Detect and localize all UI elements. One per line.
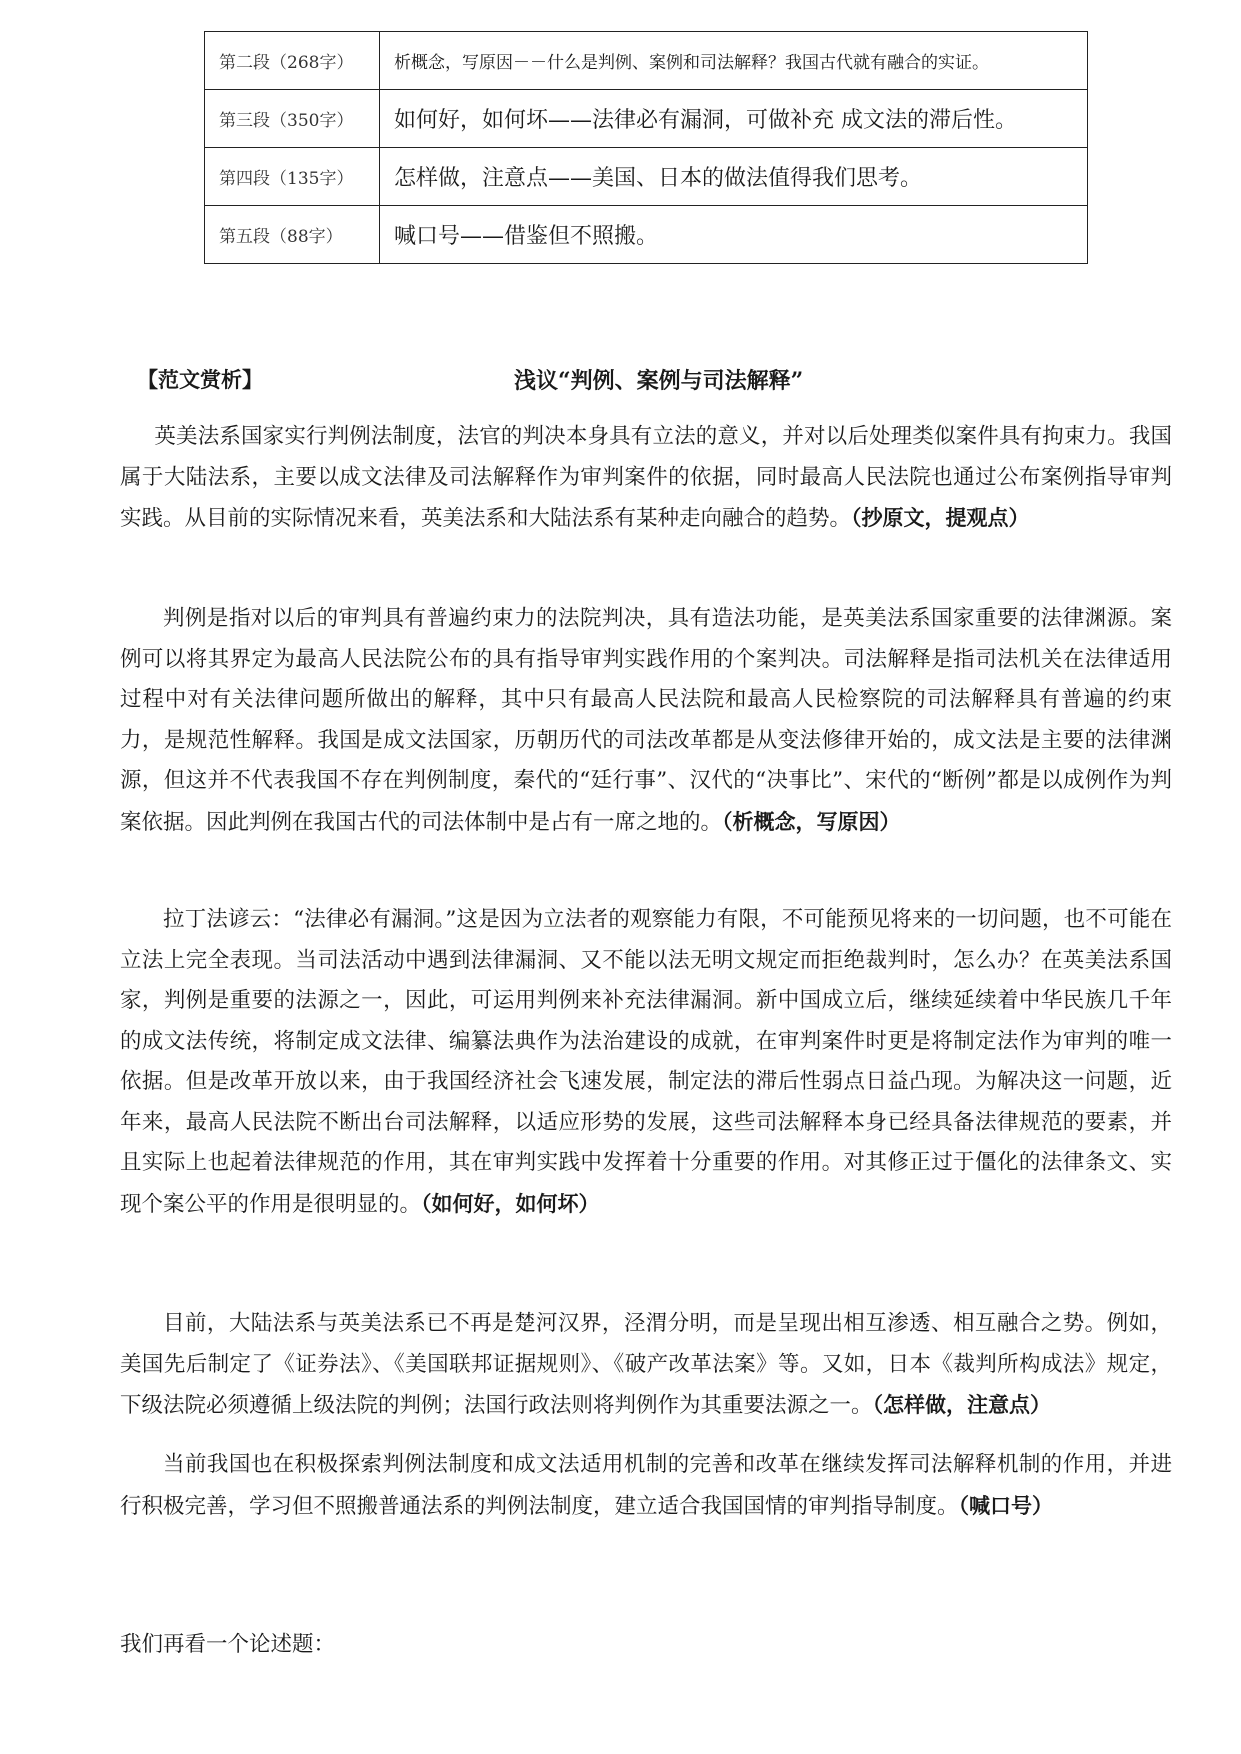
paragraph-note: （怎样做，注意点） <box>872 1393 1052 1417</box>
description-cell: 析概念，写原因－－什么是判例、案例和司法解释？我国古代就有融合的实证。 <box>380 32 1088 90</box>
description-cell: 怎样做，注意点——美国、日本的做法值得我们思考。 <box>380 148 1088 206</box>
essay-paragraph <box>120 1304 1172 1427</box>
segment-cell: 第五段（88字） <box>205 206 380 264</box>
table-row <box>205 148 1088 206</box>
essay-heading <box>0 364 1241 404</box>
description-cell: 喊口号——借鉴但不照搬。 <box>380 206 1088 264</box>
paragraph-text: 当前我国也在积极探索判例法制度和成文法适用机制的完善和改革在继续发挥司法解释机制的作用，并进行积极完善，学习但不照搬普通法系的判例法制度，建立适合我国国情的审判指导制度。 <box>120 1452 1172 1519</box>
table-row <box>205 32 1088 90</box>
paragraph-note: （抄原文，提观点） <box>851 506 1030 530</box>
segment-cell: 第二段（268字） <box>205 32 380 90</box>
outline-table <box>204 31 1088 264</box>
essay-paragraph <box>120 900 1172 1225</box>
closing-line: 我们再看一个论述题： <box>120 1632 336 1657</box>
paragraph-text: 判例是指对以后的审判具有普遍约束力的法院判决，具有造法功能，是英美法系国家重要的法律渊源。案例可以将其界定为最高人民法院公布的具有指导审判实践作用的个案判决。司法解释是指司法机关在法律适用过程中对有关法律问题所做出的解释，其中只有最高人民法院和最高人民检察院的司法解释具有普遍的约束力，是规范性解释。我国是成文法国家，历朝历代的司法改革都是从变法修律开始的，成文法是主要的法律渊源，但这并不代表我国不存在判例制度，秦代的“廷行事”、汉代的“决事比”、宋代的“断例”都是以成例作为判案依据。因此判例在我国古代的司法体制中是占有一席之地的。 <box>120 606 1172 835</box>
essay-paragraph <box>120 599 1172 843</box>
table-row <box>205 206 1088 264</box>
segment-cell: 第四段（135字） <box>205 148 380 206</box>
paragraph-note: （析概念，写原因） <box>722 809 901 834</box>
paragraph-text: 英美法系国家实行判例法制度，法官的判决本身具有立法的意义，并对以后处理类似案件具有拘束力。我国属于大陆法系，主要以成文法律及司法解释作为审判案件的依据，同时最高人民法院也通过公布案例指导审判实践。从目前的实际情况来看，英美法系和大陆法系有某种走向融合的趋势。 <box>120 424 1172 531</box>
paragraph-text: 目前，大陆法系与英美法系已不再是楚河汉界，泾渭分明，而是呈现出相互渗透、相互融合之势。例如，美国先后制定了《证券法》、《美国联邦证据规则》、《破产改革法案》等。又如，日本《裁判所构成法》规定，下级法院必须遵循上级法院的判例；法国行政法则将判例作为其重要法源之一。 <box>120 1311 1172 1418</box>
section-tag: 【范文赏析】 <box>137 367 263 392</box>
table-row <box>205 90 1088 148</box>
description-cell: 如何好，如何坏——法律必有漏洞，可做补充 成文法的滞后性。 <box>380 90 1088 148</box>
paragraph-text: 拉丁法谚云：“法律必有漏洞。”这是因为立法者的观察能力有限，不可能预见将来的一切问题，也不可能在立法上完全表现。当司法活动中遇到法律漏洞、又不能以法无明文规定而拒绝裁判时，怎么办？在英美法系国家，判例是重要的法源之一，因此，可运用判例来补充法律漏洞。新中国成立后，继续延续着中华民族几千年的成文法传统，将制定成文法律、编纂法典作为法治建设的成就，在审判案件时更是将制定法作为审判的唯一依据。但是改革开放以来，由于我国经济社会飞速发展，制定法的滞后性弱点日益凸现。为解决这一问题，近年来，最高人民法院不断出台司法解释，以适应形势的发展，这些司法解释本身已经具备法律规范的要素，并且实际上也起着法律规范的作用，其在审判实践中发挥着十分重要的作用。对其修正过于僵化的法律条文、实现个案公平的作用是很明显的。 <box>120 907 1172 1217</box>
paragraph-note: （喊口号） <box>958 1493 1054 1518</box>
essay-title: 浅议“判例、案例与司法解释” <box>514 368 804 394</box>
essay-paragraph <box>120 417 1172 540</box>
essay-paragraph <box>120 1445 1172 1527</box>
segment-cell: 第三段（350字） <box>205 90 380 148</box>
paragraph-note: （如何好，如何坏） <box>421 1191 600 1216</box>
